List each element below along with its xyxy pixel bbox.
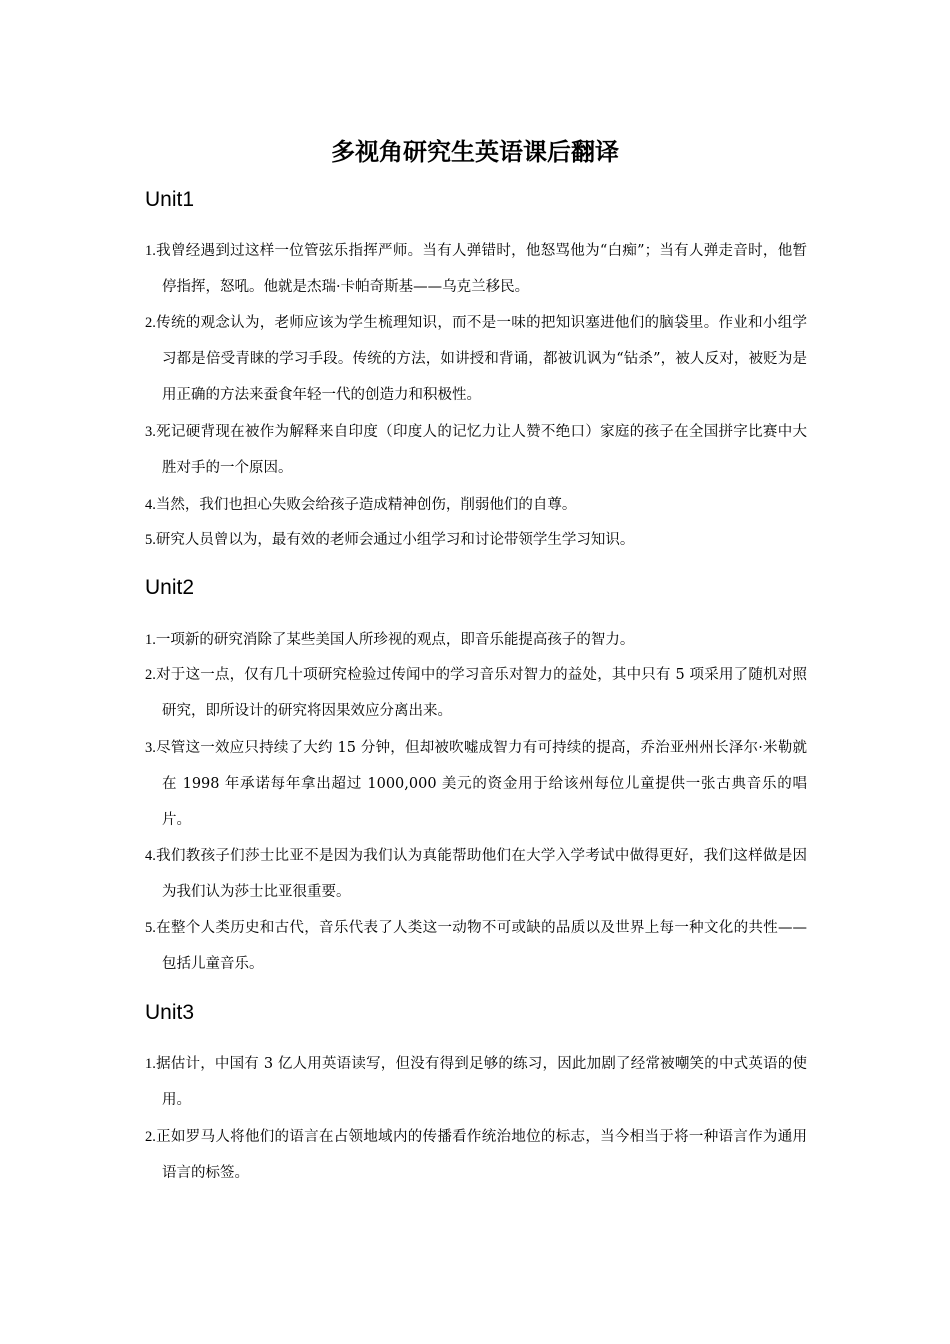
item-number: 3.: [145, 424, 156, 440]
item-number: 5.: [145, 920, 156, 936]
item-number: 3.: [145, 740, 156, 756]
item-text: 正如罗马人将他们的语言在占领地域内的传播看作统治地位的标志，当今相当于将一种语言作为通用语言的标签。: [155, 1129, 807, 1181]
unit-2-item-3: [145, 730, 807, 838]
unit-2-item-5: [145, 910, 807, 982]
unit-1-item-2: [145, 305, 807, 413]
item-text: 对于这一点，仅有几十项研究检验过传闻中的学习音乐对智力的益处，其中只有 5 项采用了随机对照研究，即所设计的研究将因果效应分离出来。: [155, 667, 807, 719]
item-number: 1.: [145, 1056, 156, 1072]
unit-1-item-5: [145, 522, 807, 558]
unit-2-item-2: [145, 657, 807, 729]
item-text: 当然，我们也担心失败会给孩子造成精神创伤，削弱他们的自尊。: [155, 497, 577, 513]
item-number: 4.: [145, 848, 156, 864]
unit-1-item-3: [145, 414, 807, 486]
item-number: 4.: [145, 497, 156, 513]
unit-3-heading: Unit3: [145, 1001, 195, 1024]
item-text: 死记硬背现在被作为解释来自印度（印度人的记忆力让人赞不绝口）家庭的孩子在全国拼字比赛中大胜对手的一个原因。: [155, 424, 807, 476]
unit-3-item-1: [145, 1046, 807, 1118]
item-text: 研究人员曾以为，最有效的老师会通过小组学习和讨论带领学生学习知识。: [155, 532, 635, 548]
unit-1-heading: Unit1: [145, 188, 195, 211]
item-number: 2.: [145, 667, 156, 683]
unit-2-item-1: [145, 622, 807, 658]
item-text: 我们教孩子们莎士比亚不是因为我们认为真能帮助他们在大学入学考试中做得更好，我们这样做是因为我们认为莎士比亚很重要。: [155, 848, 807, 900]
item-text: 一项新的研究消除了某些美国人所珍视的观点，即音乐能提高孩子的智力。: [155, 632, 635, 648]
item-number: 5.: [145, 532, 156, 548]
item-text: 我曾经遇到过这样一位管弦乐指挥严师。当有人弹错时，他怒骂他为“白痴”；当有人弹走音时，他暂停指挥，怒吼。他就是杰瑞·卡帕奇斯基——乌克兰移民。: [155, 243, 807, 295]
item-number: 1.: [145, 632, 156, 648]
unit-2-heading: Unit2: [145, 576, 195, 599]
unit-1-item-1: [145, 233, 807, 305]
unit-1-item-4: [145, 487, 807, 523]
item-text: 传统的观念认为，老师应该为学生梳理知识，而不是一味的把知识塞进他们的脑袋里。作业和小组学习都是倍受青睐的学习手段。传统的方法，如讲授和背诵，都被讥讽为“钻杀”，被人反对，被贬为是用正确的方法来蚕食年轻一代的创造力和积极性。: [155, 315, 807, 403]
item-number: 2.: [145, 315, 156, 331]
unit-3-item-2: [145, 1119, 807, 1191]
document-title: 多视角研究生英语课后翻译: [331, 137, 619, 166]
unit-2-item-4: [145, 838, 807, 910]
item-text: 在整个人类历史和古代，音乐代表了人类这一动物不可或缺的品质以及世界上每一种文化的共性——包括儿童音乐。: [155, 920, 807, 972]
item-number: 2.: [145, 1129, 156, 1145]
item-text: 尽管这一效应只持续了大约 15 分钟，但却被吹嘘成智力有可持续的提高，乔治亚州州长泽尔·米勒就在 1998 年承诺每年拿出超过 1000,000 美元的资金用于给该州每位儿童提供一张古典音乐的唱片。: [155, 740, 807, 828]
item-text: 据估计，中国有 3 亿人用英语读写，但没有得到足够的练习，因此加剧了经常被嘲笑的中式英语的使用。: [155, 1056, 807, 1108]
item-number: 1.: [145, 243, 156, 259]
